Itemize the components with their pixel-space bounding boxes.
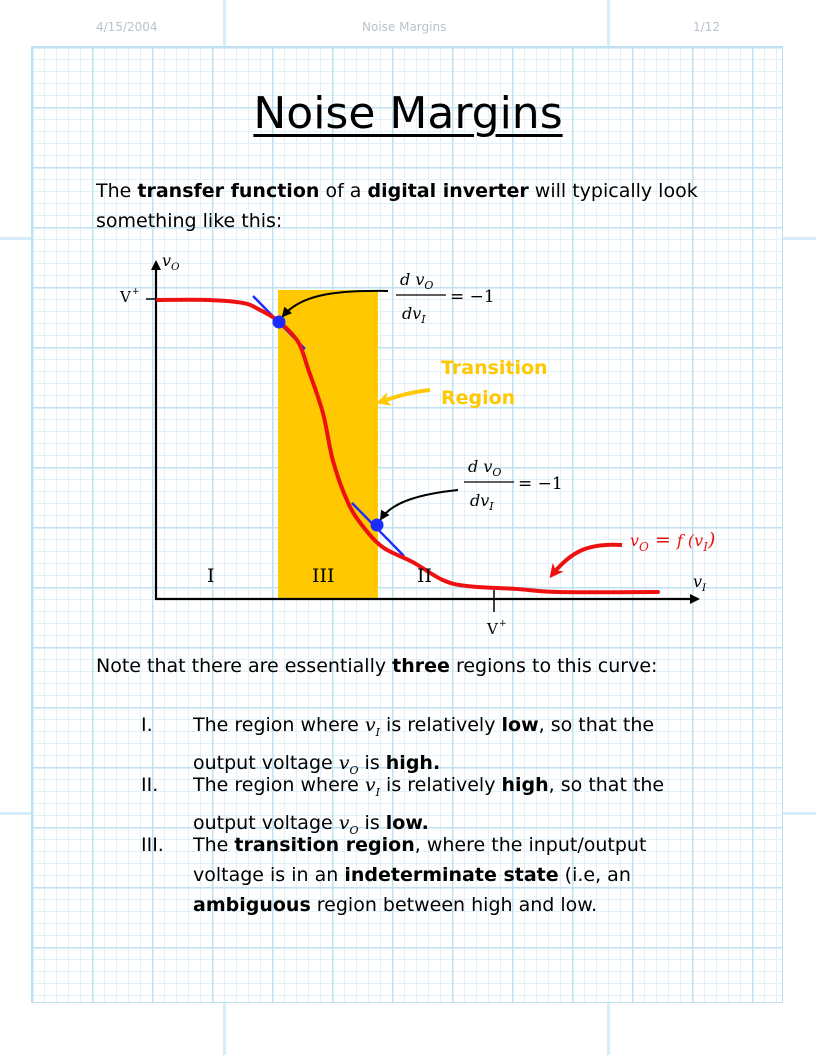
slope-annotation [464,457,563,513]
transition-region-arrow [380,390,430,402]
variable: v [338,751,350,774]
list-bold: high. [385,751,441,774]
transition-region-label: Region [441,387,516,409]
slope-value: = −1 [450,287,495,307]
x-axis-label: $v_I$ [693,572,707,594]
list-bold: indeterminate state [344,864,559,886]
header-title: Noise Margins [362,20,447,34]
note-bold: three [392,655,450,677]
curve-arrow [552,545,622,575]
variable: v [338,811,350,834]
list-text: output voltage [193,811,339,834]
list-text: output voltage [193,751,339,774]
slope-denominator: $dv_I$ [470,491,494,513]
y-tick-label: V [120,288,131,306]
list-text: The [193,834,235,856]
list-bold: low [501,714,539,736]
slope-point [371,519,384,532]
slope-numerator: d $v_O$ [400,270,434,292]
x-tick-label: V [487,620,498,638]
list-bold: ambiguous [193,894,311,916]
intro-text: of a [319,180,368,202]
slope-annotation [396,270,495,326]
region-label-II: II [417,565,433,587]
list-text: region between high and low. [310,894,598,916]
list-item-number: II. [141,774,159,796]
list-item-text [193,830,646,920]
y-tick-label-sup: + [132,287,140,297]
list-text: is relatively [380,774,502,796]
variable-subscript: I [375,725,380,739]
note-text: regions to this curve: [449,655,658,677]
variable-subscript: O [349,763,359,777]
list-text: is relatively [380,714,502,736]
intro-bold: transfer function [137,180,320,202]
list-text: The region where [193,774,365,796]
slope-denominator: $dv_I$ [402,304,426,326]
curve-label: $v_O = f$ $(v_I)$ [630,529,716,554]
list-text: , where the input/output [414,834,647,856]
list-bold: low. [385,811,429,834]
list-bold: transition region [234,834,415,856]
slope-value: = −1 [518,474,563,494]
list-item-number: I. [141,714,153,736]
note-text: Note that there are essentially [96,655,393,677]
header-page-number: 1/12 [693,20,720,34]
slope-numerator: d $v_O$ [468,457,502,479]
variable: v [364,774,376,796]
list-text: The region where [193,714,365,736]
list-text: voltage is in an [193,864,345,886]
variable-subscript: I [375,785,380,799]
list-text: is [358,811,386,834]
transition-region-label: Transition [441,357,548,379]
region-label-III: III [312,565,335,587]
x-tick-label-sup: + [499,619,507,629]
list-item-number: III. [141,834,164,856]
variable-subscript: O [349,823,359,837]
y-axis-label: $v_O$ [162,251,180,273]
page-title-text: Noise Margins [253,88,563,139]
list-text: , so that the [538,714,655,736]
intro-bold: digital inverter [367,180,529,202]
region-label-I: I [207,565,215,587]
intro-text: something like this: [96,210,283,232]
note-paragraph [96,651,657,681]
list-text: (i.e, an [558,864,631,886]
list-bold: high [501,774,549,796]
variable: v [364,714,376,736]
slope-arrow [381,490,458,519]
slope-point [273,316,286,329]
intro-text: The [96,180,138,202]
header-date: 4/15/2004 [96,20,158,34]
list-text: is [358,751,386,774]
list-text: , so that the [548,774,665,796]
intro-text: will typically look [528,180,698,202]
